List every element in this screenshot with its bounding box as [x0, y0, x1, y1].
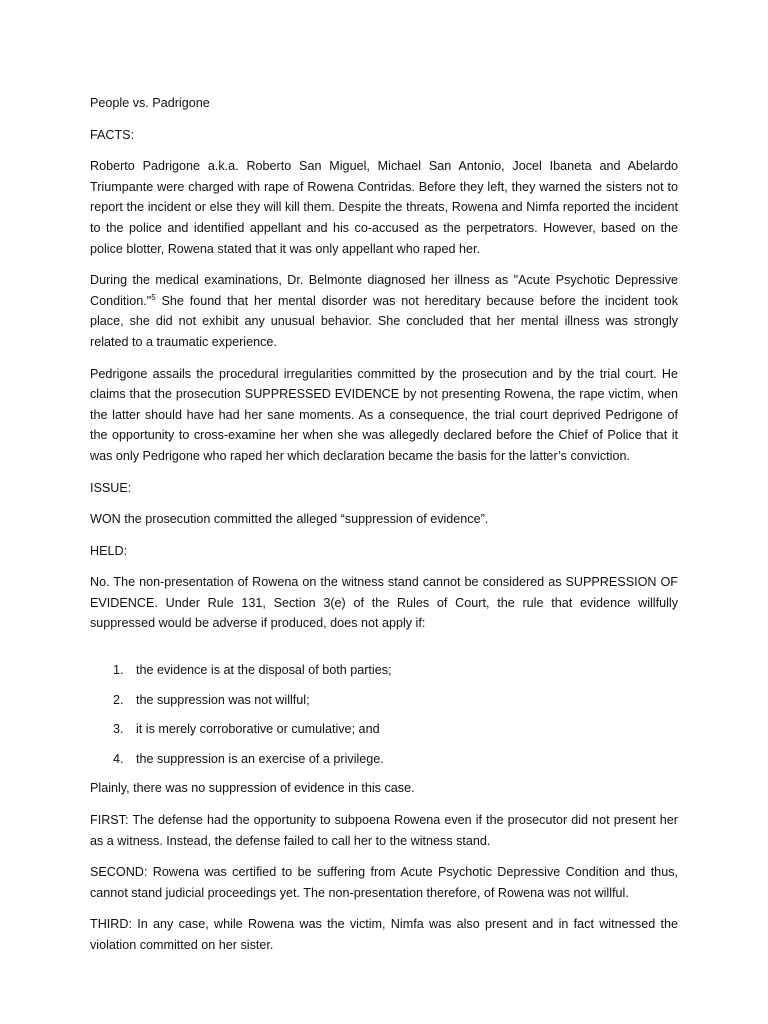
first-reason: FIRST: The defense had the opportunity to subpoena Rowena even if the prosecutor did not present her as a witness. Instead, the defense failed to call her to the witness stand. [90, 813, 678, 848]
held-paragraph-2: Plainly, there was no suppression of evidence in this case. [90, 781, 415, 796]
facts-paragraph-2-rest: She found that her mental disorder was not hereditary because before the incident took place, she did not exhibit any unusual behavior. She concluded that her mental illness was strongly related to a traumatic experience. [90, 293, 678, 349]
facts-paragraph-3: Pedrigone assails the procedural irregularities committed by the prosecution and by the trial court. He claims that the prosecution SUPPRESSED EVIDENCE by not presenting Rowena, the rape victim, when the latter should have had her sane moments. As a consequence, the trial court deprived Pedrigone of the opportunity to cross-examine her when she was allegedly declared before the Chief of Police that it was only Pedrigone who raped her which declaration became the basis for the latter’s conviction. [90, 366, 678, 463]
list-item-number: 4. [113, 751, 124, 766]
issue-heading: ISSUE: [90, 480, 132, 495]
list-item-number: 2. [113, 692, 124, 707]
list-item-text: it is merely corroborative or cumulative; and [136, 722, 380, 737]
third-reason: THIRD: In any case, while Rowena was the victim, Nimfa was also present and in fact witnessed the violation committed on her sister. [90, 917, 678, 952]
exceptions-list [90, 660, 678, 769]
document-page [90, 93, 678, 967]
facts-heading: FACTS: [90, 127, 135, 142]
facts-paragraph-1: Roberto Padrigone a.k.a. Roberto San Miguel, Michael San Antonio, Jocel Ibaneta and Abelardo Triumpante were charged with rape of Rowena Contridas. Before they left, they warned the sisters not to report the incident or else they will kill them. Despite the threats, Rowena and Nimfa reported the incident to the police and identified appellant and his co-accused as the perpetrators. However, based on the police blotter, Rowena stated that it was only appellant who raped her. [90, 159, 678, 256]
list-item-number: 1. [113, 663, 124, 678]
second-reason: SECOND: Rowena was certified to be suffering from Acute Psychotic Depressive Condition and thus, cannot stand judicial proceedings yet. The non-presentation therefore, of Rowena was not willful. [90, 865, 678, 900]
list-item-text: the suppression is an exercise of a privilege. [136, 751, 384, 766]
held-paragraph-1: No. The non-presentation of Rowena on the witness stand cannot be considered as SUPPRESSION OF EVIDENCE. Under Rule 131, Section 3(e) of the Rules of Court, the rule that evidence willfully suppressed would be adverse if produced, does not apply if: [90, 575, 678, 631]
list-item-text: the suppression was not willful; [136, 692, 310, 707]
list-item [90, 660, 678, 681]
held-heading: HELD: [90, 543, 128, 558]
facts-paragraph-2 [90, 270, 678, 352]
list-item-number: 3. [113, 722, 124, 737]
document-title: People vs. Padrigone [90, 96, 210, 110]
footnote-marker: 5 [151, 292, 156, 302]
list-item [90, 719, 678, 740]
list-item [90, 749, 678, 770]
facts-paragraph-2-text: During the medical examinations, Dr. Belmonte diagnosed her illness as "Acute Psychotic Depressive Condition." [90, 273, 678, 308]
list-item-text: the evidence is at the disposal of both parties; [136, 663, 392, 678]
issue-text: WON the prosecution committed the alleged “suppression of evidence”. [90, 512, 489, 527]
list-item [90, 690, 678, 711]
